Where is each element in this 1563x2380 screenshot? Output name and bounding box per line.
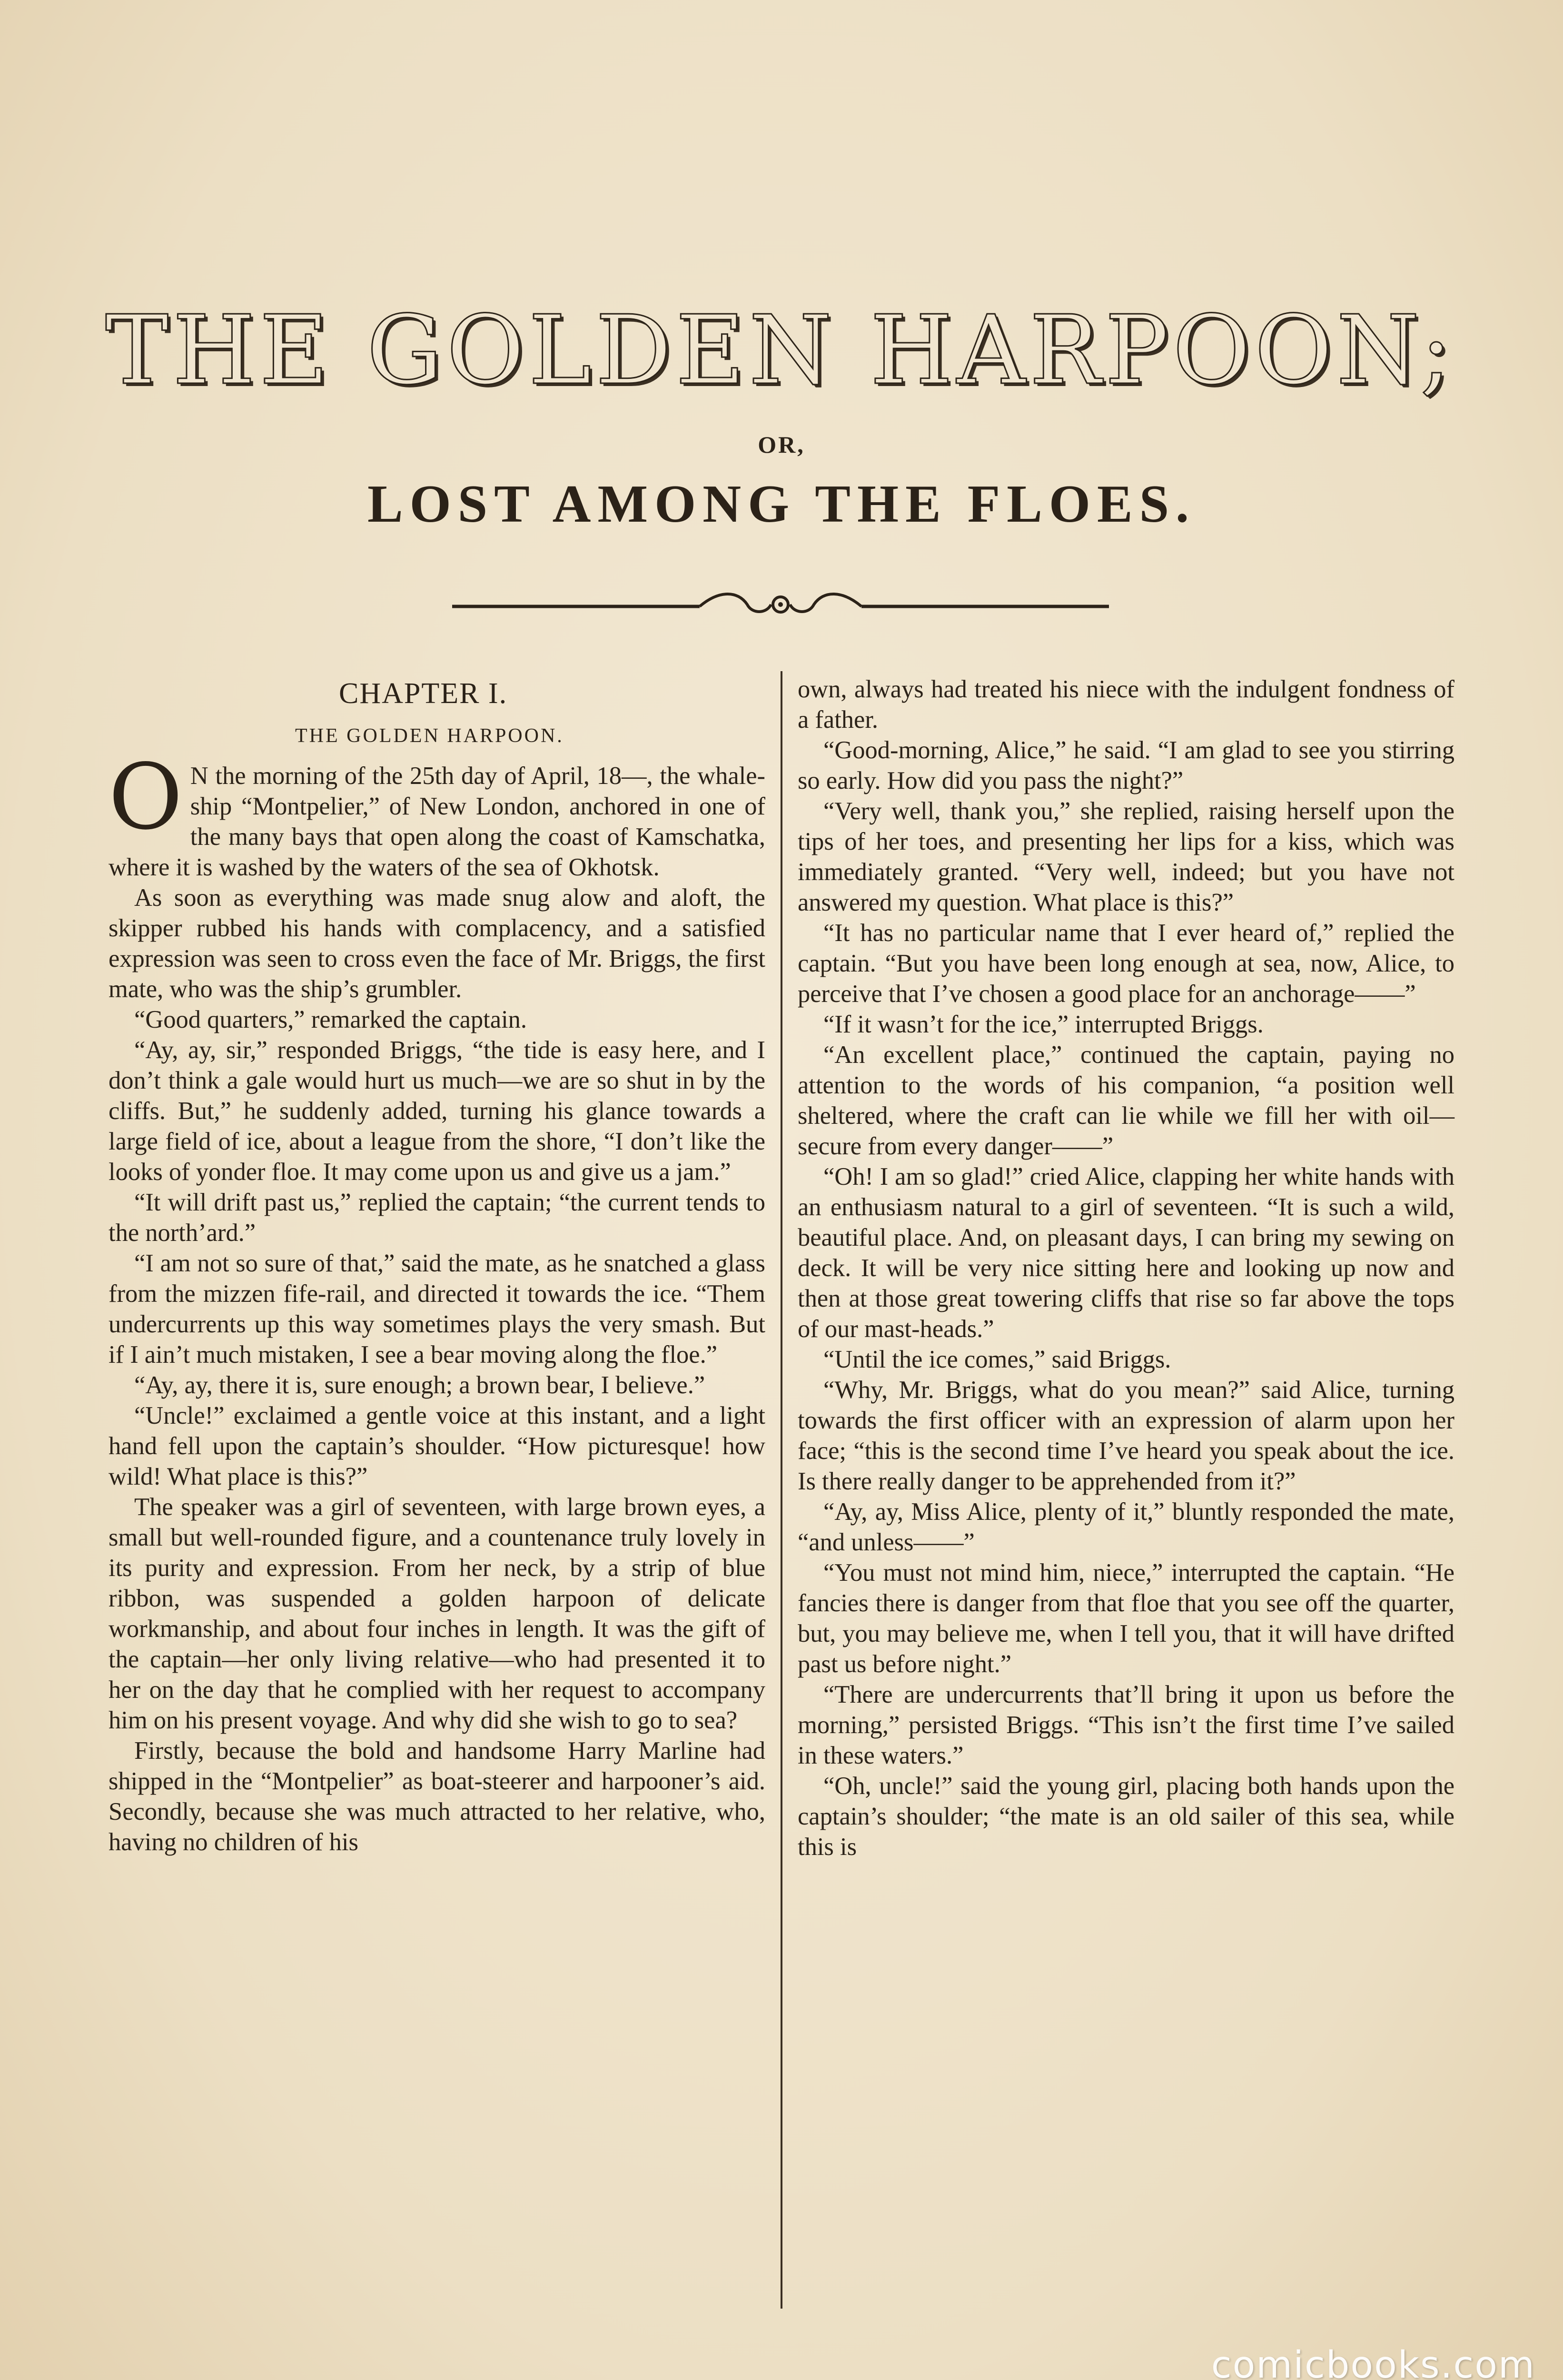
paragraph: “Uncle!” exclaimed a gentle voice at this instant, and a light hand fell upon the captain’s shoulder. “How picturesque! how wild! What place is this?” bbox=[109, 1402, 765, 1490]
drop-cap: O bbox=[109, 744, 183, 850]
paragraph: “If it wasn’t for the ice,” interrupted Briggs. bbox=[823, 1011, 1264, 1038]
page-title: THE GOLDEN HARPOON; bbox=[105, 295, 1456, 406]
paragraph: “Until the ice comes,” said Briggs. bbox=[823, 1346, 1171, 1373]
paragraph: “Good quarters,” remarked the captain. bbox=[134, 1006, 527, 1033]
right-column bbox=[798, 674, 1454, 2330]
paragraph: The speaker was a girl of seventeen, with large brown eyes, a small but well-rounded figure, and a countenance truly lovely in its purity and expression. From her neck, by a strip of blue ribbon, was suspended a golden harpoon of delicate workmanship, and about four inches in length. It was the gift of the captain—her only living relative—who had presented it to her on the day that he complied with her request to accompany him on his present voyage. And why did she wish to go to sea? bbox=[109, 1493, 765, 1734]
paragraph: “There are undercurrents that’ll bring it upon us before the morning,” persisted Briggs. “This isn’t the first time I’ve sailed in these waters.” bbox=[798, 1681, 1454, 1769]
column-rule bbox=[781, 671, 782, 2309]
paragraph: As soon as everything was made snug alow and aloft, the skipper rubbed his hands with complacency, and a satisfied expression was seen to cross even the face of Mr. Briggs, the first mate, who was the ship’s grumbler. bbox=[109, 884, 765, 1003]
paragraph: “You must not mind him, niece,” interrupted the captain. “He fancies there is danger from that floe that you see off the quarter, but, you may believe me, when I tell you, that it will have drifted past us before night.” bbox=[798, 1559, 1454, 1678]
chapter-heading: CHAPTER I. bbox=[339, 677, 508, 710]
left-column bbox=[109, 744, 765, 2331]
paragraph: Firstly, because the bold and handsome Harry Marline had shipped in the “Montpelier” as boat-steerer and harpooner’s aid. Secondly, because she was much attracted to her relative, who, having no children of his bbox=[109, 1737, 765, 1856]
paragraph: own, always had treated his niece with the indulgent fondness of a father. bbox=[798, 675, 1454, 734]
paragraph: “Very well, thank you,” she replied, raising herself upon the tips of her toes, and presenting her lips for a kiss, which was immediately granted. “Very well, indeed; but you have not answered my question. What place is this?” bbox=[798, 797, 1454, 916]
paragraph: “Oh, uncle!” said the young girl, placing both hands upon the captain’s shoulder; “the mate is an old sailer of this sea, while this is bbox=[798, 1772, 1454, 1861]
paragraph bbox=[109, 744, 765, 883]
paragraph: “Good-morning, Alice,” he said. “I am glad to see you stirring so early. How did you pass the night?” bbox=[798, 736, 1454, 794]
watermark: comicbooks.com bbox=[1211, 2344, 1535, 2380]
chapter-subheading: THE GOLDEN HARPOON. bbox=[295, 725, 564, 747]
paragraph: “Ay, ay, there it is, sure enough; a brown bear, I believe.” bbox=[134, 1371, 705, 1399]
paragraph: “Oh! I am so glad!” cried Alice, clapping her white hands with an enthusiasm natural to a girl of seventeen. “It is such a wild, beautiful place. And, on pleasant days, I can bring my sewing on deck. It will be very nice sitting here and looking up now and then at those great towering cliffs that rise so far above the tops of our mast-heads.” bbox=[798, 1163, 1454, 1343]
title-conjunction: OR, bbox=[758, 431, 805, 458]
ornament-divider bbox=[452, 585, 1109, 624]
paragraph: “It has no particular name that I ever heard of,” replied the captain. “But you have been long enough at sea, now, Alice, to perceive that I’ve chosen a good place for an anchorage——” bbox=[798, 919, 1454, 1008]
paragraph-text: N the morning of the 25th day of April, 18—, the whale-ship “Montpelier,” of New London, anchored in one of the many bays that open along the coast of Kamschatka, where it is washed by the waters of the sea of Okhotsk. bbox=[109, 762, 765, 881]
paragraph: “Ay, ay, sir,” responded Briggs, “the tide is easy here, and I don’t think a gale would hurt us much—we are so shut in by the cliffs. But,” he suddenly added, turning his glance towards a large field of ice, about a league from the shore, “I don’t like the looks of yonder floe. It may come upon us and give us a jam.” bbox=[109, 1036, 765, 1186]
page-subtitle: LOST AMONG THE FLOES. bbox=[367, 475, 1196, 534]
paragraph: “Why, Mr. Briggs, what do you mean?” said Alice, turning towards the first officer with an expression of alarm upon her face; “this is the second time I’ve heard you speak about the ice. Is there really danger to be apprehended from it?” bbox=[798, 1376, 1454, 1495]
paragraph: “Ay, ay, Miss Alice, plenty of it,” bluntly responded the mate, “and unless——” bbox=[798, 1498, 1454, 1556]
paragraph: “I am not so sure of that,” said the mate, as he snatched a glass from the mizzen fife-rail, and directed it towards the ice. “Them undercurrents up this way sometimes plays the very smash. But if I ain’t much mistaken, I see a bear moving along the floe.” bbox=[109, 1250, 765, 1368]
paragraph: “It will drift past us,” replied the captain; “the current tends to the north’ard.” bbox=[109, 1189, 765, 1247]
paragraph: “An excellent place,” continued the captain, paying no attention to the words of his companion, “a position well sheltered, where the craft can lie while we fill her with oil—secure from every danger——” bbox=[798, 1041, 1454, 1160]
